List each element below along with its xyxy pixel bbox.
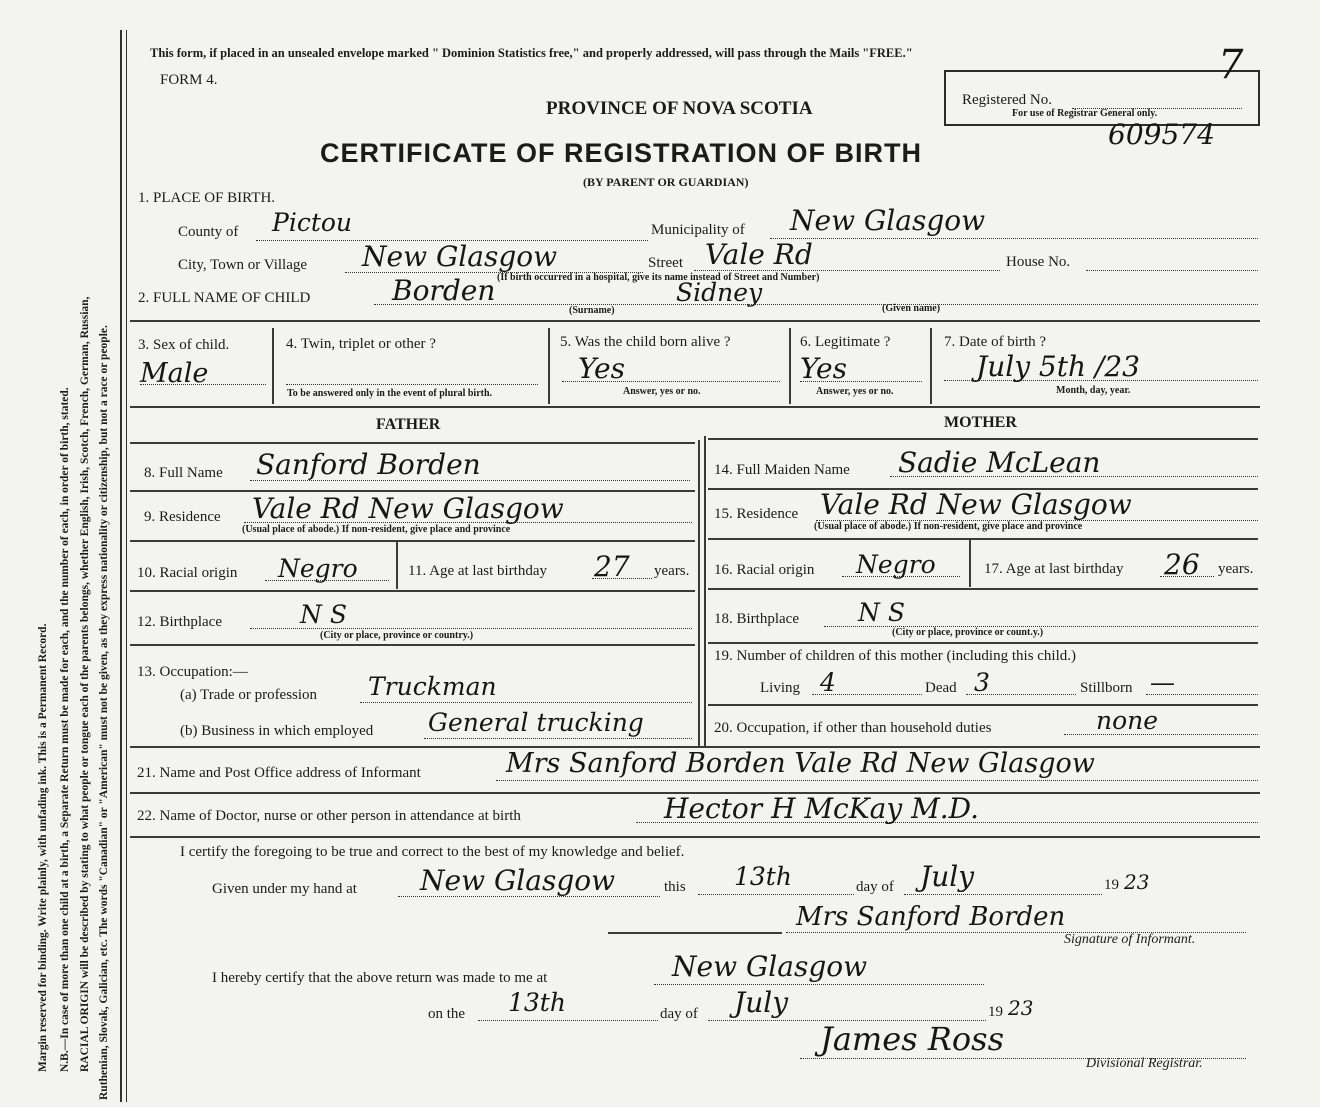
doctor-label: 22. Name of Doctor, nurse or other person in attendance at birth bbox=[137, 808, 521, 824]
registered-label: Registered No. bbox=[962, 92, 1052, 108]
surname-caption: (Surname) bbox=[569, 305, 615, 316]
living-value: 4 bbox=[820, 668, 836, 697]
mother-race: Negro bbox=[856, 550, 936, 579]
father-birthplace: N S bbox=[300, 600, 347, 629]
mail-notice: This form, if placed in an unsealed envelope marked " Dominion Statistics free," and properly addressed, will pass through the Mails "FREE." bbox=[150, 46, 913, 60]
mother-occupation-label: 20. Occupation, if other than household duties bbox=[714, 720, 992, 736]
municipality-label: Municipality of bbox=[651, 222, 745, 238]
mother-occupation: none bbox=[1096, 706, 1159, 735]
informant-signature-label: Signature of Informant. bbox=[1064, 932, 1196, 947]
mother-age: 26 bbox=[1164, 548, 1200, 581]
registrar-month: July bbox=[734, 986, 789, 1019]
cert-year: 23 bbox=[1124, 870, 1150, 894]
margin-rule bbox=[120, 30, 122, 1102]
father-residence: Vale Rd New Glasgow bbox=[252, 492, 564, 525]
mother-birthplace: N S bbox=[858, 598, 905, 627]
given-at-place: New Glasgow bbox=[420, 864, 616, 897]
registrar-signature: James Ross bbox=[820, 1020, 1004, 1058]
certificate-subtitle: (BY PARENT OR GUARDIAN) bbox=[583, 175, 749, 189]
margin-nb-note: N.B.—In case of more than one child at a birth, a Separate Return must be made for each, and the number of each, in order of birth, stated. bbox=[59, 387, 71, 1072]
father-age: 27 bbox=[594, 550, 630, 583]
municipality-value: New Glasgow bbox=[790, 204, 986, 237]
registrar-use-note: For use of Registrar General only. bbox=[1012, 108, 1158, 119]
business-value: General trucking bbox=[428, 708, 644, 737]
registrar-year: 23 bbox=[1008, 996, 1034, 1020]
cert-day-of-label: day of bbox=[856, 879, 894, 895]
informant-label: 21. Name and Post Office address of Informant bbox=[137, 765, 421, 781]
hospital-note: (If birth occurred in a hospital, give its name instead of Street and Number) bbox=[497, 272, 820, 283]
child-surname: Borden bbox=[392, 274, 496, 307]
given-name-caption: (Given name) bbox=[882, 303, 941, 314]
father-birthplace-note: (City or place, province or country.) bbox=[320, 630, 474, 641]
street-value: Vale Rd bbox=[705, 238, 813, 271]
dead-label: Dead bbox=[925, 680, 957, 696]
twin-label: 4. Twin, triplet or other ? bbox=[286, 336, 436, 352]
father-race: Negro bbox=[278, 554, 358, 583]
father-residence-note: (Usual place of abode.) If non-resident, give place and province bbox=[242, 524, 511, 535]
mother-age-label: 17. Age at last birthday bbox=[984, 561, 1124, 577]
father-occupation-label: 13. Occupation:— bbox=[137, 664, 248, 680]
registrar-year-prefix: 19 bbox=[988, 1004, 1003, 1020]
child-given-name: Sidney bbox=[676, 278, 763, 307]
legitimate-note: Answer, yes or no. bbox=[816, 386, 894, 397]
corner-mark: 7 bbox=[1218, 42, 1244, 88]
certificate-title: CERTIFICATE OF REGISTRATION OF BIRTH bbox=[320, 138, 922, 168]
legitimate-value: Yes bbox=[800, 352, 847, 385]
county-value: Pictou bbox=[272, 208, 353, 237]
margin-binding-note: Margin reserved for binding. Write plainly, with unfading ink. This is a Permanent Record. bbox=[37, 623, 49, 1072]
stillborn-value: — bbox=[1150, 668, 1175, 697]
margin-rule-2 bbox=[126, 30, 127, 1102]
father-years: years. bbox=[654, 563, 690, 579]
margin-racial-note: RACIAL ORIGIN will be described by stating to what people or tongue each of the parents belongs, whether English, Irish, Scotch, French, German, Russian, bbox=[79, 296, 91, 1072]
mother-birthplace-label: 18. Birthplace bbox=[714, 611, 799, 627]
province-heading: PROVINCE OF NOVA SCOTIA bbox=[546, 98, 813, 119]
father-age-label: 11. Age at last birthday bbox=[408, 563, 547, 579]
child-name-label: 2. FULL NAME OF CHILD bbox=[138, 290, 311, 306]
mother-name: Sadie McLean bbox=[898, 446, 1101, 479]
registrar-place: New Glasgow bbox=[672, 950, 868, 983]
mother-race-label: 16. Racial origin bbox=[714, 562, 815, 578]
doctor-value: Hector H McKay M.D. bbox=[664, 792, 979, 825]
born-alive-label: 5. Was the child born alive ? bbox=[560, 334, 731, 350]
registrar-day: 13th bbox=[508, 988, 566, 1017]
form-number: FORM 4. bbox=[160, 72, 218, 88]
mother-years: years. bbox=[1218, 561, 1254, 577]
certify-statement: I certify the foregoing to be true and correct to the best of my knowledge and belief. bbox=[180, 844, 685, 860]
dob-label: 7. Date of birth ? bbox=[944, 334, 1047, 350]
mother-residence-label: 15. Residence bbox=[714, 506, 799, 522]
street-label: Street bbox=[648, 255, 683, 271]
cert-year-prefix: 19 bbox=[1104, 877, 1119, 893]
legitimate-label: 6. Legitimate ? bbox=[800, 334, 891, 350]
father-residence-label: 9. Residence bbox=[144, 509, 221, 525]
father-birthplace-label: 12. Birthplace bbox=[137, 614, 222, 630]
registrar-statement: I hereby certify that the above return was made to me at bbox=[212, 970, 548, 986]
mother-name-label: 14. Full Maiden Name bbox=[714, 462, 850, 478]
reg-number: 609574 bbox=[1108, 118, 1215, 151]
mother-residence: Vale Rd New Glasgow bbox=[820, 488, 1132, 521]
trade-label: (a) Trade or profession bbox=[180, 687, 318, 703]
mother-heading: MOTHER bbox=[944, 414, 1017, 431]
business-label: (b) Business in which employed bbox=[180, 723, 374, 739]
trade-value: Truckman bbox=[368, 672, 497, 701]
born-alive-value: Yes bbox=[578, 352, 625, 385]
house-no-label: House No. bbox=[1006, 254, 1071, 270]
city-value: New Glasgow bbox=[362, 240, 558, 273]
registrar-day-of-label: day of bbox=[660, 1006, 698, 1022]
dob-note: Month, day, year. bbox=[1056, 385, 1131, 396]
children-label: 19. Number of children of this mother (including this child.) bbox=[714, 648, 1077, 664]
on-the-label: on the bbox=[428, 1006, 466, 1022]
given-at-label: Given under my hand at bbox=[212, 881, 357, 897]
father-name: Sanford Borden bbox=[256, 448, 481, 481]
cert-month: July bbox=[920, 860, 975, 893]
father-heading: FATHER bbox=[376, 416, 441, 433]
mother-birthplace-note: (City or place, province or count.y.) bbox=[892, 627, 1044, 638]
dead-value: 3 bbox=[974, 668, 990, 697]
twin-note: To be answered only in the event of plural birth. bbox=[287, 388, 493, 399]
margin-racial-note-2: Ruthenian, Slovak, Galician, etc. The words "Canadian" or "American" must not be given, as they express nationality or citizenship, but not a race or people. bbox=[98, 325, 110, 1100]
father-name-label: 8. Full Name bbox=[144, 465, 223, 481]
living-label: Living bbox=[760, 680, 800, 696]
father-race-label: 10. Racial origin bbox=[137, 565, 238, 581]
cert-day: 13th bbox=[734, 862, 792, 891]
this-label: this bbox=[664, 879, 686, 895]
dob-value: July 5th /23 bbox=[976, 350, 1140, 383]
county-label: County of bbox=[178, 224, 239, 240]
sex-label: 3. Sex of child. bbox=[138, 337, 230, 353]
place-of-birth-label: 1. PLACE OF BIRTH. bbox=[138, 190, 276, 206]
informant-value: Mrs Sanford Borden Vale Rd New Glasgow bbox=[506, 748, 1095, 779]
born-alive-note: Answer, yes or no. bbox=[623, 386, 701, 397]
stillborn-label: Stillborn bbox=[1080, 680, 1133, 696]
mother-residence-note: (Usual place of abode.) If non-resident, give place and province bbox=[814, 521, 1083, 532]
informant-signature: Mrs Sanford Borden bbox=[796, 902, 1066, 932]
city-label: City, Town or Village bbox=[178, 257, 308, 273]
registrar-title: Divisional Registrar. bbox=[1086, 1056, 1203, 1071]
sex-value: Male bbox=[140, 358, 209, 389]
